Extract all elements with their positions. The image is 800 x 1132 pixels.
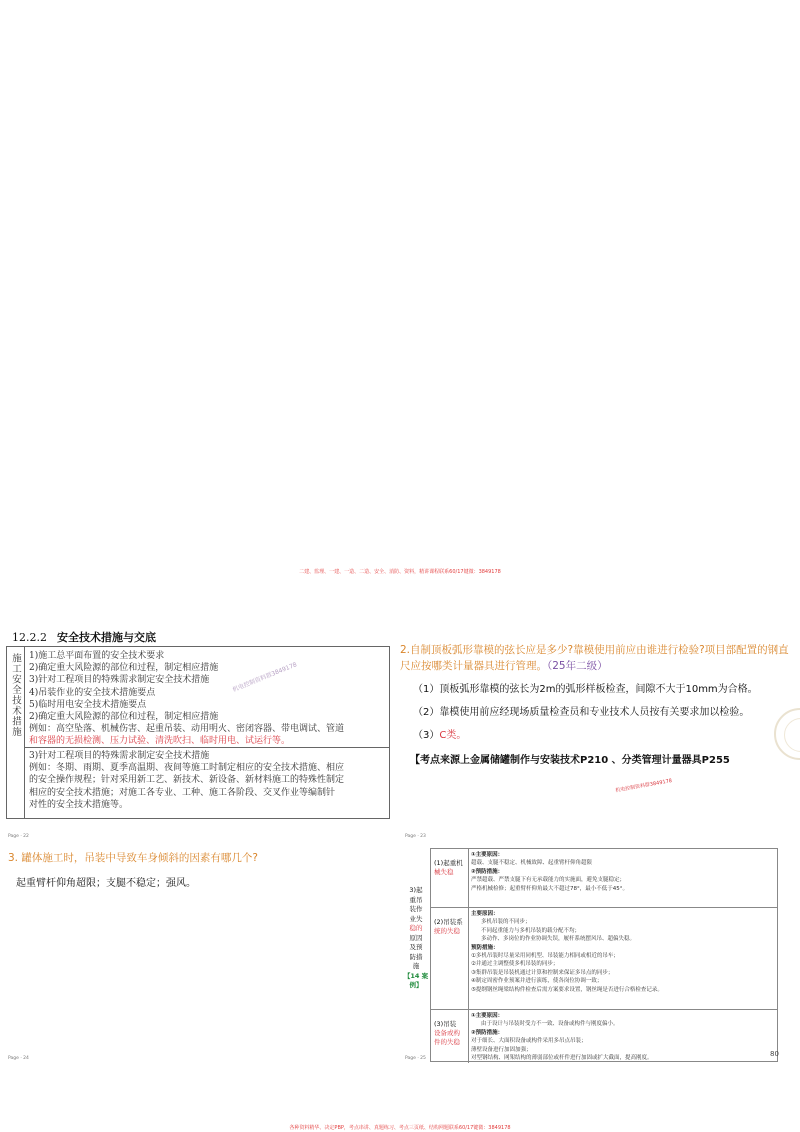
question-3 bbox=[8, 850, 258, 889]
case-row-body: 主要原因： 多机吊装的不同步； 不同起重能力与多机吊装的载分配不均； 多动作、多岗位的作业协调失误，履杆系统摆风吊、超偏失稳。 预防措施： ①多机吊装时尽量采用同机型、吊装能力相同或相近的吊车； ②并通过主调整使多机吊装的同步； ③集群吊装是吊装机通过计算和控制来保证多吊点的同步； ④制定周密作业预案并进行演练，使各岗位协调一致； ⑤提纲钢丝绳梁结构件检查后需方案要求设置，钢丝绳是否进行合格检查记录。 bbox=[471, 911, 663, 993]
question-3-answer: 起重臂杆仰角超限；支腿不稳定；强风。 bbox=[16, 878, 196, 889]
case-row-body: ①主要原因： 由于设计与吊装时受力不一致、设备或构件与刚度偏小。 ②预防措施： 对于细长、大面积设备或构件采用多吊点吊装； 薄壁设备进行加固加强； 对型钢结构、网架结构的薄弱部位或杆件进行加固或扩大截面，提高刚度。 bbox=[471, 1013, 653, 1062]
case-label-tag: 【14 案例】 bbox=[403, 971, 429, 989]
question-3-text: 3. 罐体施工时，吊装中导致车身倾斜的因素有哪几个? bbox=[8, 852, 258, 864]
case-row bbox=[431, 1009, 777, 1063]
case-row-head: (1)起重机 械失稳 bbox=[431, 849, 469, 907]
case-grid bbox=[430, 848, 778, 1062]
table-divider bbox=[25, 747, 390, 748]
section-heading bbox=[12, 629, 156, 645]
case-row-head: (2)吊装系 统的失稳 bbox=[431, 908, 469, 1009]
table-line: 例如：冬期、雨期、夏季高温期、夜间等施工时制定相应的安全技术措施、相应 bbox=[29, 763, 345, 774]
answer-1: （1）顶板弧形靠模的弦长为2m的弧形样板检查，间隙不大于10mm为合格。 bbox=[413, 684, 758, 695]
case-row bbox=[431, 907, 777, 1009]
page-mark: Page · 24 bbox=[8, 1056, 29, 1061]
case-table-label: 3)起 重吊 装作 业失 稳的 原因 及预 防措 施 【14 案例】 bbox=[403, 886, 429, 989]
page-mark: Page · 25 bbox=[405, 1056, 426, 1061]
question-2-stamp: 机电控制资料群3849178 bbox=[615, 778, 673, 794]
safety-measures-table bbox=[6, 646, 390, 819]
table-stamp: 机电控制资料群3849178 bbox=[231, 661, 298, 694]
section-number: 12.2.2 bbox=[12, 631, 47, 644]
case-row-body: ①主要原因： 超载、支腿不稳定、机械故障、起重臂杆仰角超限 ②预防措施： 严禁超载、严禁支腿下有无承载能力的实施面，避免支腿稳定； 严格机械检修；起重臂杆仰角最大不超过78°，最小不低于45°。 bbox=[471, 852, 628, 892]
source-note: 【考点来源上金属储罐制作与安装技术P210 、分类管理计量器具P255 bbox=[410, 755, 730, 766]
answer-2: （2）靠模使用前应经现场质量检查员和专业技术人员按有关要求加以检验。 bbox=[413, 707, 750, 718]
answer-3-value: C类。 bbox=[439, 730, 467, 741]
watermark-top: 二建、监理、一建、一造、二造、安全、消防、资料，精讲课程联系60/17键微：3849178 bbox=[299, 569, 501, 575]
case-row bbox=[431, 849, 777, 907]
question-2-tag: （25年二级） bbox=[547, 660, 608, 672]
table-line: 3)针对工程项目的特殊需求制定安全技术措施 bbox=[29, 675, 210, 686]
table-side-label: 施工安全技术措施 bbox=[7, 647, 25, 818]
page-mark: Page · 23 bbox=[405, 834, 426, 839]
question-2 bbox=[400, 642, 795, 766]
answer-3: （3）C类。 bbox=[413, 730, 467, 741]
table-line: 的安全操作规程；针对采用新工艺、新技术、新设备、新材料施工的特殊性制定 bbox=[29, 775, 345, 786]
page-number: 80 bbox=[770, 1050, 779, 1058]
table-line: 1)施工总平面布置的安全技术要求 bbox=[29, 651, 165, 661]
page-mark: Page · 22 bbox=[8, 834, 29, 839]
question-2-text: 2.自制顶板弧形靠模的弦长应是多少?靠模使用前应由谁进行检验?项目部配置的钢直尺应按哪类计量器具进行管理。（25年二级） bbox=[400, 644, 789, 672]
case-row-head: (3)吊装 设备或构件的失稳 bbox=[431, 1010, 469, 1063]
table-block-1 bbox=[29, 650, 389, 748]
watermark-bottom: 各种资料精华、决定PBP，考点串讲、真题练习、考点三页纸、结构网题联系60/17键微：3849178 bbox=[289, 1125, 511, 1131]
table-line: 相应的安全技术措施；对施工各专业、工种、施工各阶段、交叉作业等编制针 bbox=[29, 787, 336, 798]
table-line: 2)确定重大风险源的部位和过程，制定相应措施 bbox=[29, 712, 219, 723]
table-line-highlight: 和容器的无损检测、压力试验、清洗吹扫、临时用电、试运行等。 bbox=[29, 736, 291, 747]
section-title: 安全技术措施与交底 bbox=[57, 631, 156, 644]
table-line: 2)确定重大风险源的部位和过程，制定相应措施 bbox=[29, 663, 219, 674]
table-line: 4)吊装作业的安全技术措施要点 bbox=[29, 687, 156, 698]
table-line: 5)临时用电安全技术措施要点 bbox=[29, 699, 147, 710]
lifting-instability-table bbox=[400, 848, 778, 1062]
table-line: 例如：高空坠落、机械伤害、起重吊装、动用明火、密闭容器、带电调试、管道 bbox=[29, 724, 345, 735]
table-block-2 bbox=[29, 750, 389, 811]
table-line: 3)针对工程项目的特殊需求制定安全技术措施 bbox=[29, 751, 210, 761]
table-line: 对性的安全技术措施等。 bbox=[29, 799, 129, 810]
